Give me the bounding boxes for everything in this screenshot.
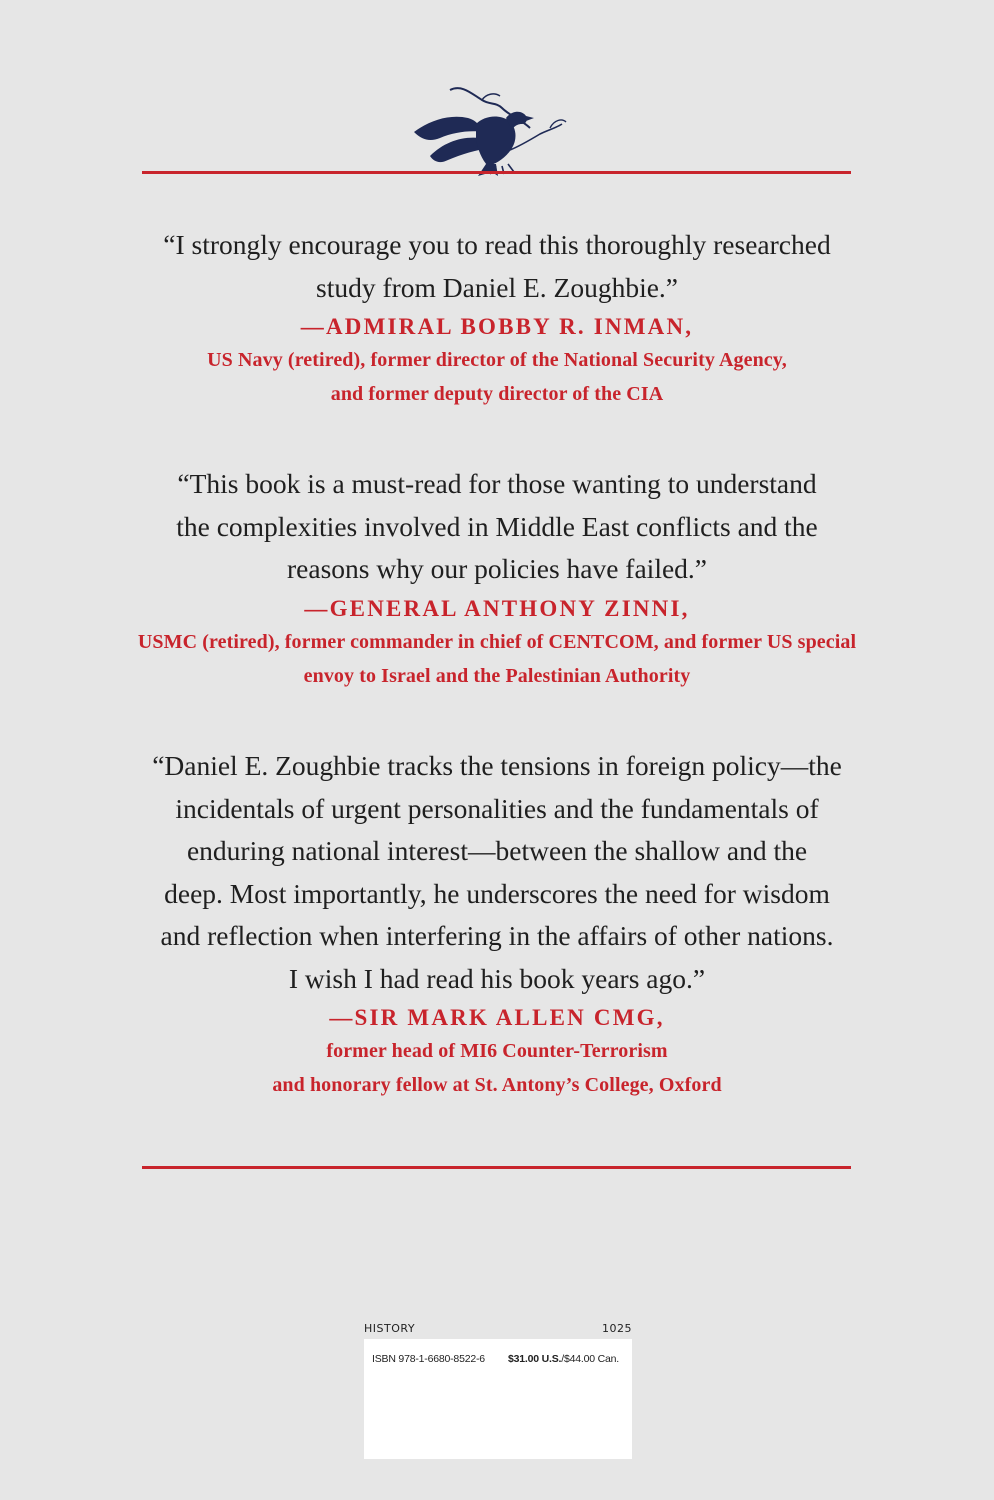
blurb-quote: “Daniel E. Zoughbie tracks the tensions in foreign policy—the incidentals of urgent personalities and the fundamentals of enduring national interest—between the shallow and the deep. Most importantly, he underscores the need for wisdom and reflection when interfering in the affairs of other nations. I wish I had read his book years ago.”	[152, 750, 842, 994]
subject-category: HISTORY	[364, 1322, 416, 1335]
blurb-inman	[132, 224, 862, 411]
isbn-label: ISBN 978-1-6680-8522-6	[372, 1353, 485, 1365]
blurb-allen	[132, 745, 862, 1102]
bottom-divider	[142, 1166, 851, 1169]
blurb-quote: “I strongly encourage you to read this thoroughly researched study from Daniel E. Zoughbie.”	[163, 229, 831, 303]
blurb-author-title: former head of MI6 Counter-Terrorism and honorary fellow at St. Antony’s College, Oxford	[272, 1040, 722, 1096]
barcode-panel	[364, 1339, 632, 1459]
blurb-author: —GENERAL ANTHONY ZINNI,	[304, 595, 690, 621]
eagle-icon	[410, 80, 570, 178]
blurb-author: —SIR MARK ALLEN CMG,	[329, 1005, 665, 1030]
blurb-zinni	[132, 463, 862, 693]
price-code: 1025	[602, 1322, 632, 1335]
blurb-quote: “This book is a must-read for those wanting to understand the complexities involved in Middle East conflicts and the reasons why our policies have failed.”	[176, 468, 818, 584]
top-divider	[142, 171, 851, 174]
blurb-author-title: USMC (retired), former commander in chief of CENTCOM, and former US special envoy to Israel and the Palestinian Authority	[137, 630, 857, 687]
price-label: $31.00 U.S./$44.00 Can.	[508, 1353, 619, 1365]
blurb-author: —ADMIRAL BOBBY R. INMAN,	[300, 314, 694, 339]
blurb-author-title: US Navy (retired), former director of the National Security Agency, and former deputy director of the CIA	[207, 349, 787, 405]
